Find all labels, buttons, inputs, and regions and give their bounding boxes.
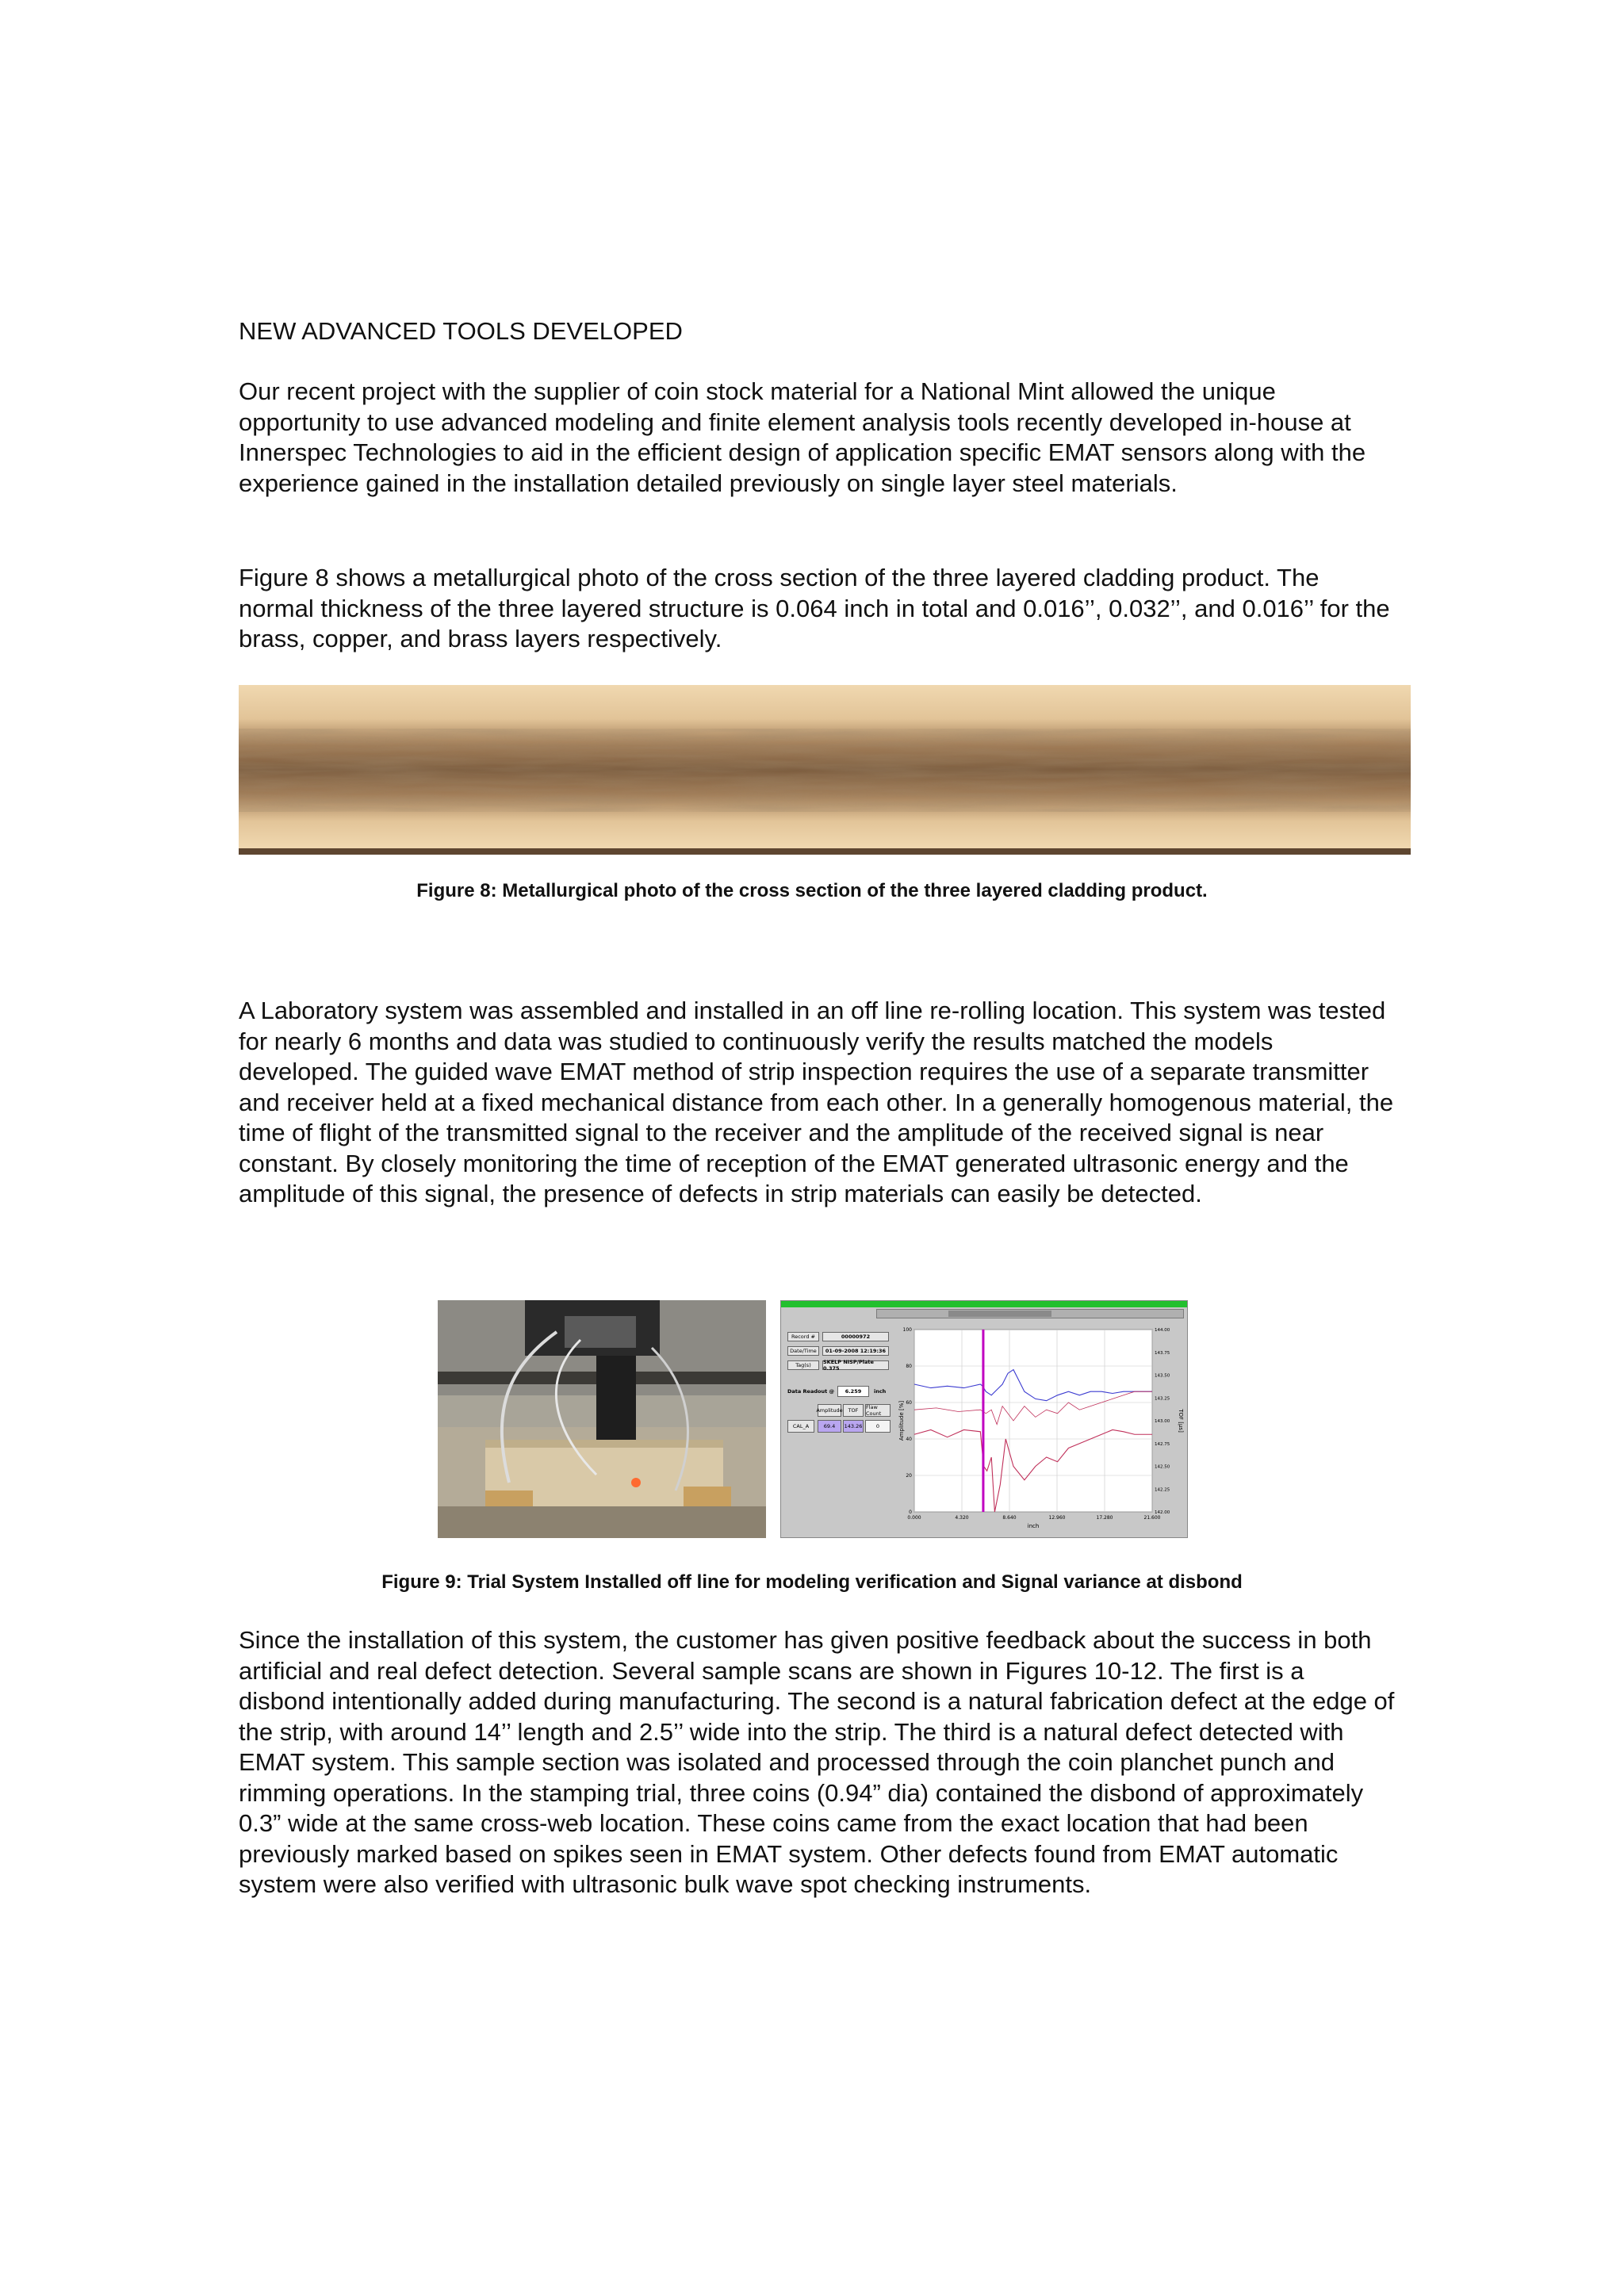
section-heading: NEW ADVANCED TOOLS DEVELOPED [239, 317, 683, 345]
paragraph-intro: Our recent project with the supplier of coin stock material for a National Mint allowed the unique opportunity to use advanced modeling and finite element analysis tools recently developed in-house at Innerspec Technologies to aid in the efficient design of application specific EMAT sensors along with the experience gained in the installation detailed previously on single layer steel materials. [239, 377, 1366, 497]
y-tick-label: 20 [906, 1473, 912, 1479]
y2-tick-label: 143.00 [1155, 1419, 1170, 1424]
data-panel [784, 1322, 894, 1536]
signal-chart [898, 1322, 1185, 1537]
cross-section-image [239, 685, 1411, 855]
data-readout-unit: inch [873, 1388, 887, 1395]
data-readout-input[interactable]: 6.259 [837, 1386, 869, 1397]
y2-tick-label: 142.25 [1155, 1487, 1170, 1493]
figure9-caption: Figure 9: Trial System Installed off line for modeling verification and Signal variance at disbond [381, 1571, 1243, 1593]
x-tick-label: 21.600 [1143, 1515, 1161, 1521]
datetime-label: Date/Time [787, 1346, 819, 1356]
data-readout-label: Data Readout @ [787, 1388, 834, 1395]
y2-tick-label: 142.50 [1155, 1464, 1170, 1470]
figure9-trial-system-photo [438, 1300, 766, 1538]
y-tick-label: 80 [906, 1364, 912, 1369]
datetime-row [787, 1345, 889, 1357]
y2-tick-label: 142.75 [1155, 1441, 1170, 1447]
paragraph-results: Since the installation of this system, the customer has given positive feedback about the success in both artificial and real defect detection. Several sample scans are shown in Figures 10-12. The first is a disbond intentionally added during manufacturing. The second is a natural fabrication defect at the edge of the strip, with around 14’’ length and 2.5’’ wide into the strip. The third is a natural defect detected with EMAT system. This sample section was isolated and processed through the coin planchet punch and rimming operations. In the stamping trial, three coins (0.94” dia) contained the disbond of approximately 0.3” wide at the same cross-web location. These coins came from the exact location that had been previously marked based on spikes seen in EMAT system. Other defects found from EMAT automatic system were also verified with ultrasonic bulk wave spot checking instruments. [239, 1626, 1395, 1898]
datetime-value: 01-09-2008 12:19:36 [822, 1346, 889, 1356]
paragraph-figure8-description: Figure 8 shows a metallurgical photo of the cross section of the three layered cladding product. The normal thickness of the three layered structure is 0.064 inch in total and 0.016’’, 0.032’’, and 0.016’’ for the brass, copper, and brass layers respectively. [239, 564, 1390, 652]
y-tick-label: 40 [906, 1437, 912, 1442]
paragraph-laboratory-system: A Laboratory system was assembled and installed in an off line re-rolling location. This system was tested for nearly 6 months and data was studied to continuously verify the results matched the models developed. The guided wave EMAT method of strip inspection requires the use of a separate transmitter and receiver held at a fixed mechanical distance from each other. In a generally homogenous material, the time of flight of the transmitted signal to the receiver and the amplitude of the received signal is near constant. By closely monitoring the time of reception of the EMAT generated ultrasonic energy and the amplitude of this signal, the presence of defects in strip materials can easily be detected. [239, 997, 1394, 1207]
column-header-flaw-count: Flaw Count [865, 1404, 891, 1417]
plot-area [914, 1330, 1152, 1512]
x-tick-label: 12.960 [1048, 1515, 1066, 1521]
y2-tick-label: 143.50 [1155, 1373, 1170, 1379]
y2-tick-label: 142.00 [1155, 1510, 1170, 1515]
cell-flaw-count: 0 [865, 1420, 891, 1433]
y2-tick-label: 143.25 [1155, 1396, 1170, 1402]
record-value: 00000972 [822, 1332, 889, 1341]
cell-tof: 143.26 [843, 1420, 864, 1433]
x-axis-label: inch [1027, 1523, 1040, 1529]
horizontal-scrollbar[interactable] [876, 1309, 1184, 1318]
tag-value: SKELP NISP/Plate 0.375 [822, 1360, 889, 1370]
y2-axis-label: TOF [µs] [1178, 1409, 1184, 1433]
record-label: Record # [787, 1332, 819, 1341]
scrollbar-thumb[interactable] [948, 1311, 1051, 1317]
trial-system-photo-image [438, 1300, 766, 1538]
x-tick-label: 0.000 [907, 1515, 921, 1521]
y2-tick-label: 143.75 [1155, 1350, 1170, 1356]
x-tick-label: 8.640 [1002, 1515, 1017, 1521]
record-row [787, 1331, 889, 1342]
tag-row [787, 1360, 889, 1371]
tag-label: Tag(s) [787, 1360, 819, 1370]
x-tick-label: 17.280 [1096, 1515, 1113, 1521]
x-tick-label: 4.320 [955, 1515, 969, 1521]
y-tick-label: 100 [902, 1327, 912, 1333]
y-axis-label: Amplitude [%] [898, 1400, 905, 1441]
y2-tick-label: 144.00 [1155, 1328, 1170, 1333]
figure8-cross-section-photo [239, 685, 1411, 855]
data-readout-row [787, 1385, 886, 1398]
column-header-amplitude: Amplitude [818, 1404, 841, 1417]
window-title-bar [781, 1301, 1187, 1307]
figure9-signal-software-window [780, 1300, 1188, 1538]
column-header-tof: TOF [843, 1404, 864, 1417]
y-tick-label: 0 [909, 1510, 912, 1515]
row-label-cal-a: CAL_A [787, 1420, 814, 1433]
cell-amplitude: 69.4 [818, 1420, 841, 1433]
y-tick-label: 60 [906, 1400, 912, 1406]
figure8-caption: Figure 8: Metallurgical photo of the cross section of the three layered cladding product. [416, 880, 1208, 901]
